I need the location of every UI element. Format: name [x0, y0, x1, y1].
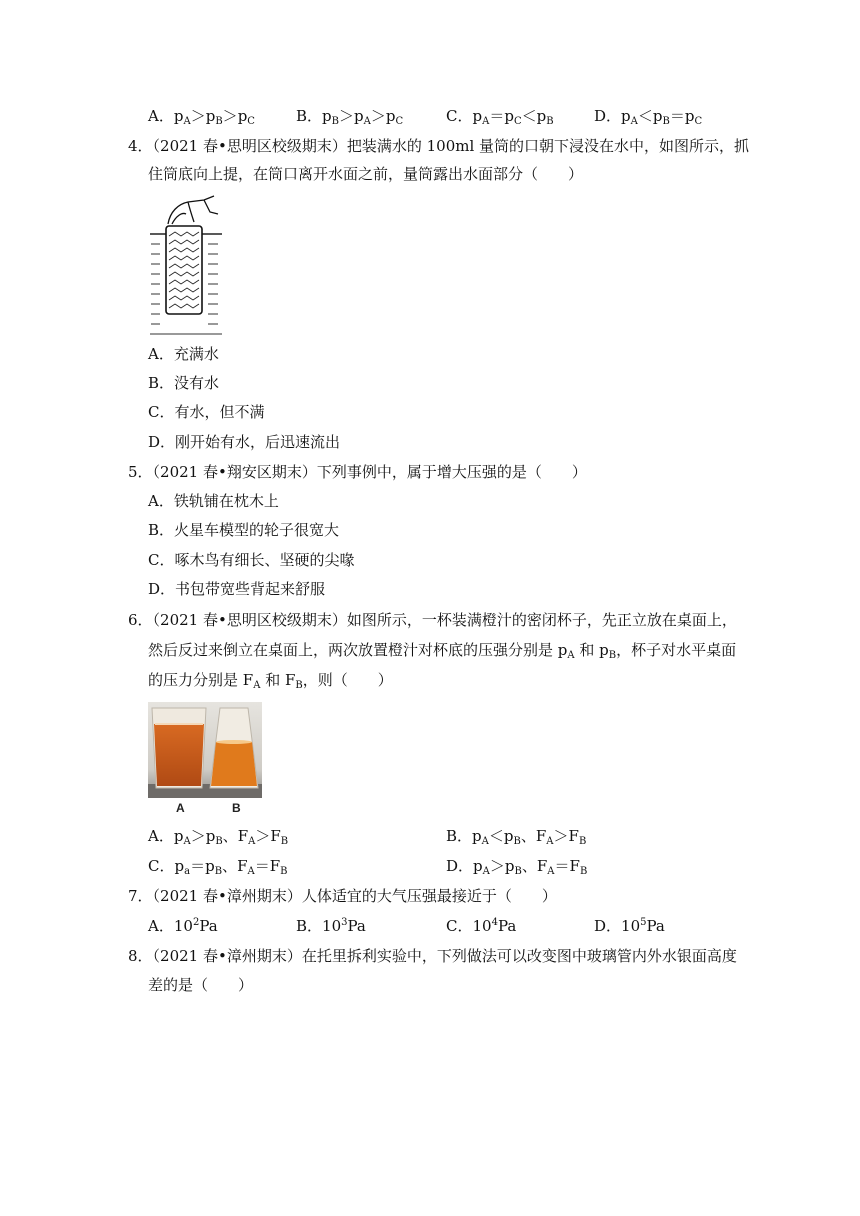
q3-option-c: C．$p_A=p_C<p_B$	[446, 107, 554, 127]
q6-stem-line2: 然后反过来倒立在桌面上，两次放置橙汁对杯底的压强分别是 $p_A$ 和 $p_B$，杯子对水平桌面	[148, 641, 737, 661]
q4-option-c: C．有水，但不满	[148, 403, 265, 421]
q4-option-b: B．没有水	[148, 374, 220, 392]
q7-option-d: D．$10^5Pa$	[594, 917, 665, 935]
q4-option-d: D．刚开始有水，后迅速流出	[148, 433, 341, 451]
q5-option-d: D．书包带宽些背起来舒服	[148, 580, 326, 598]
q3-option-b: B．$p_B>p_A>p_C$	[296, 107, 404, 127]
juice-cups-photo	[148, 702, 262, 814]
q6-option-c: C．$p_a=p_B$、$F_A=F_B$	[148, 857, 288, 877]
q8-number: 8．	[128, 947, 153, 965]
cup-a-label: A	[176, 801, 185, 814]
q5-option-a: A．铁轨铺在枕木上	[148, 492, 279, 510]
q6-stem-line1: 6．（2021 春•思明区校级期末）如图所示，一杯装满橙汁的密闭杯子，先正立放在桌面上，	[128, 611, 737, 629]
q4-option-a: A．充满水	[148, 345, 219, 363]
q5-number: 5．	[128, 463, 153, 481]
q8-stem-line2: 差的是（ ）	[148, 976, 254, 994]
q6-number: 6．	[128, 611, 153, 629]
q5-option-c: C．啄木鸟有细长、坚硬的尖喙	[148, 551, 355, 569]
q7-number: 7．	[128, 887, 153, 905]
q5-stem: 5．（2021 春•翔安区期末）下列事例中，属于增大压强的是（ ）	[128, 463, 587, 481]
q6-stem-line3: 的压力分别是 $F_A$ 和 $F_B$，则（ ）	[148, 671, 393, 691]
q6-option-b: B．$p_A<p_B$、$F_A>F_B$	[446, 827, 587, 847]
q6-option-a: A．$p_A>p_B$、$F_A>F_B$	[148, 827, 289, 847]
q7-option-c: C．$10^4Pa$	[446, 917, 517, 935]
q3-option-a: A．$p_A>p_B>p_C$	[148, 107, 255, 127]
q4-number: 4．	[128, 137, 153, 155]
q6-option-d: D．$p_A>p_B$、$F_A=F_B$	[446, 857, 588, 877]
q4-stem-line1: 4．（2021 春•思明区校级期末）把装满水的 100ml 量筒的口朝下浸没在水中，如图所示，抓	[128, 137, 750, 155]
cup-b-label: B	[232, 801, 241, 814]
q7-option-a: A．$10^2Pa$	[148, 917, 218, 935]
q7-option-b: B．$10^3Pa$	[296, 917, 366, 935]
q4-stem-line2: 住筒底向上提，在筒口离开水面之前，量筒露出水面部分（ ）	[148, 165, 584, 183]
q8-stem-line1: 8．（2021 春•漳州期末）在托里拆利实验中，下列做法可以改变图中玻璃管内外水银面高度	[128, 947, 737, 965]
q3-option-d: D．$p_A<p_B=p_C$	[594, 107, 703, 127]
graduated-cylinder-figure	[148, 194, 224, 336]
q5-option-b: B．火星车模型的轮子很宽大	[148, 521, 340, 539]
q7-stem: 7．（2021 春•漳州期末）人体适宜的大气压强最接近于（ ）	[128, 887, 557, 905]
